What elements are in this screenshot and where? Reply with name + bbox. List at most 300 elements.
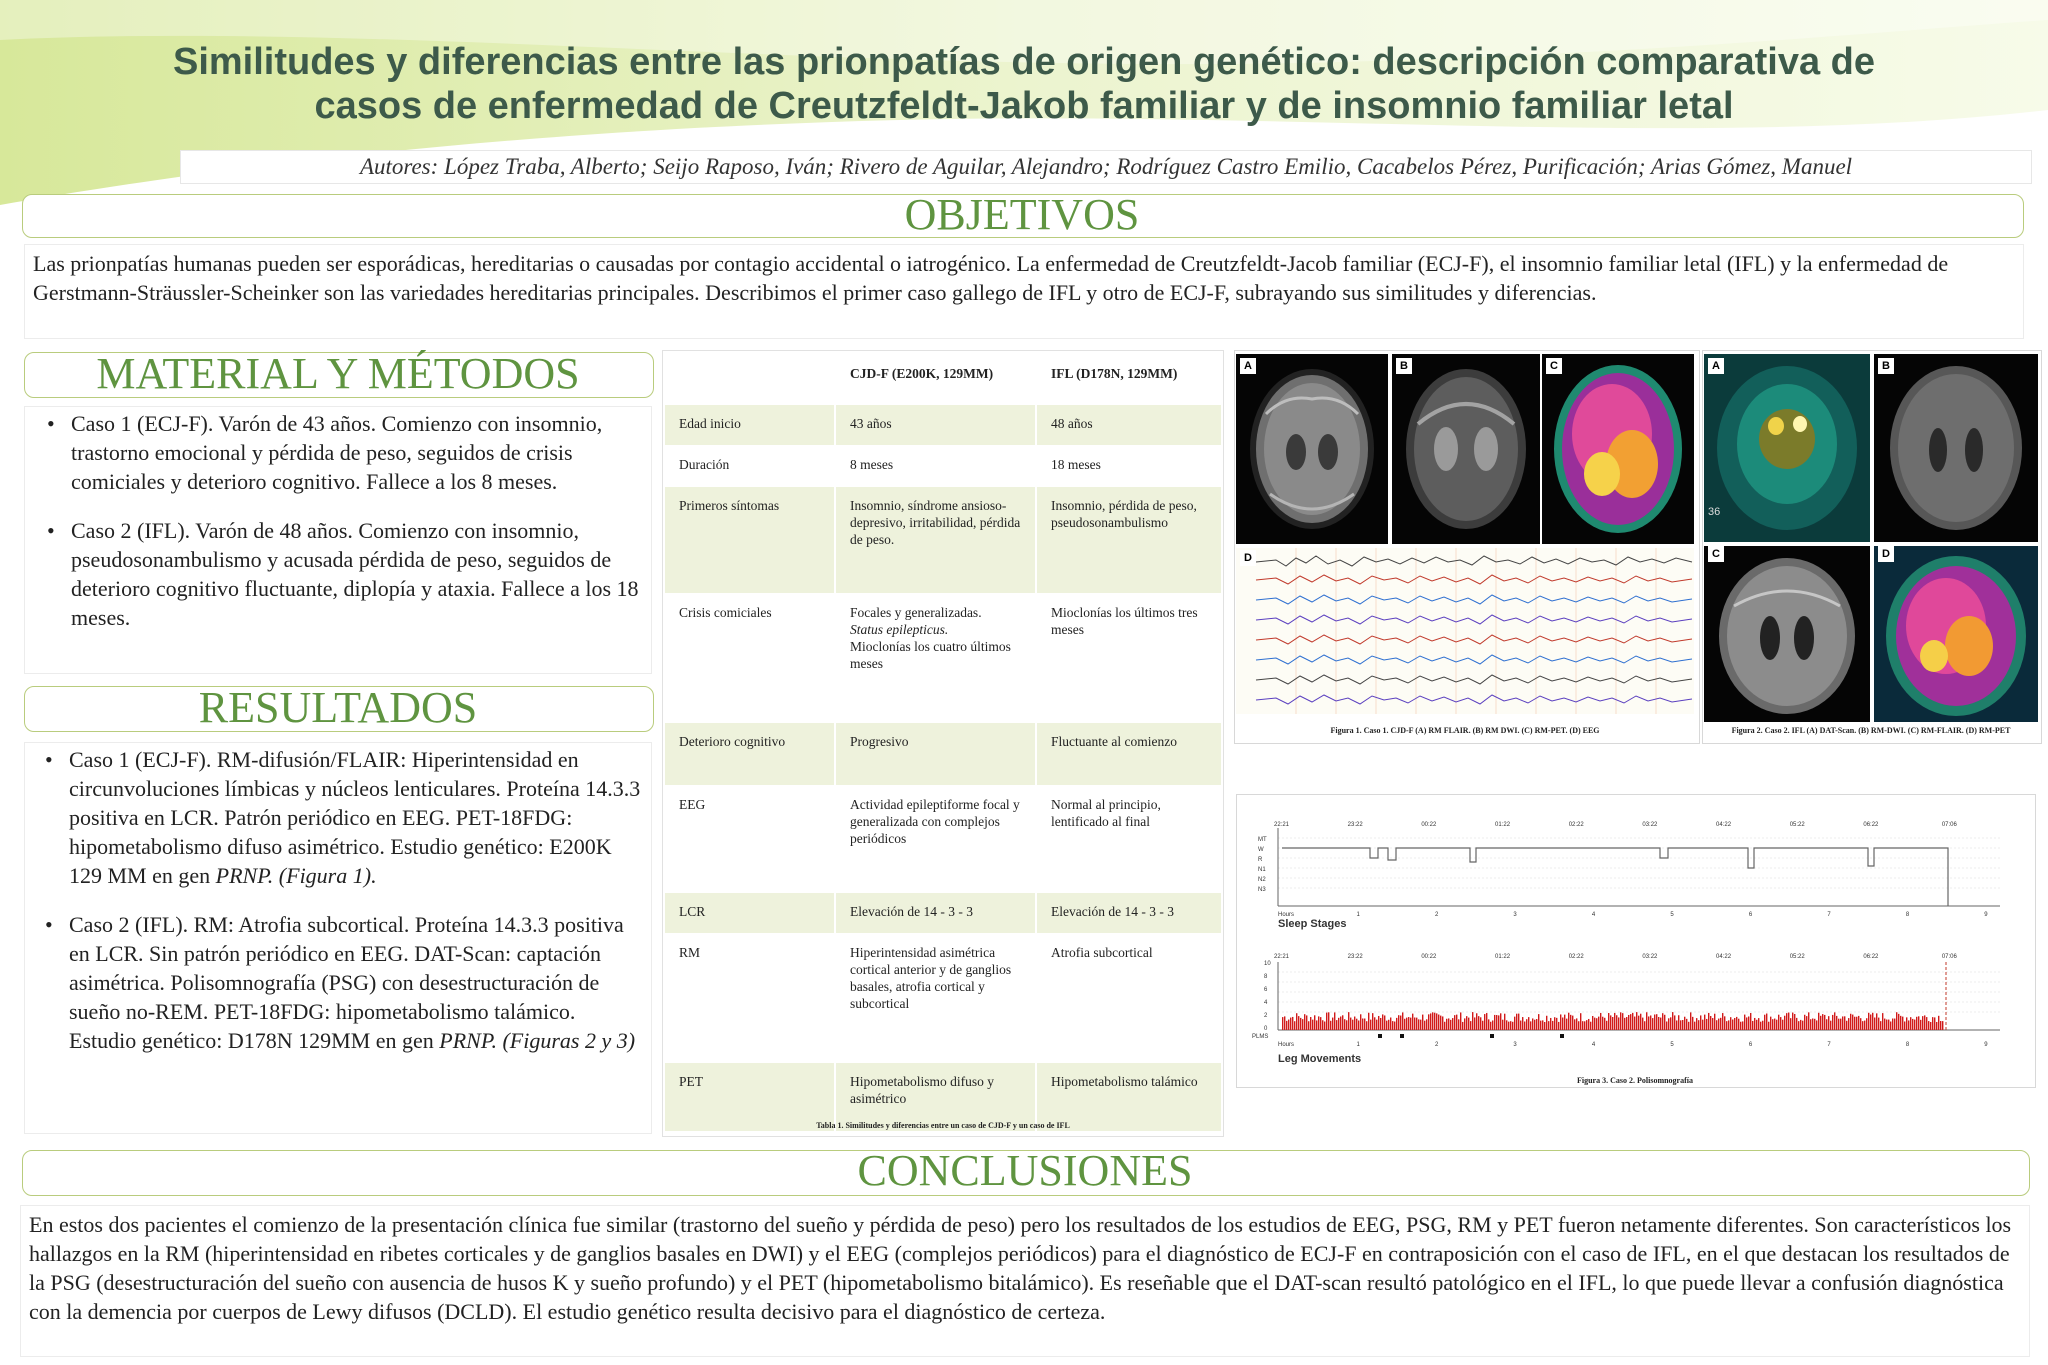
figure1-label-c: C (1546, 358, 1562, 374)
leg-movement-bar (1786, 1013, 1787, 1030)
leg-movement-bar (1294, 1021, 1295, 1030)
psg-times-bottom (1274, 954, 1958, 960)
leg-movement-bar (1598, 1017, 1599, 1030)
leg-movement-bar (1880, 1021, 1881, 1030)
leg-movement-bar (1502, 1020, 1503, 1030)
leg-movement-bar (1488, 1019, 1489, 1030)
leg-movement-bar (1562, 1017, 1563, 1030)
leg-movement-bar (1446, 1019, 1447, 1030)
leg-movement-bar (1418, 1019, 1419, 1030)
resultados-item-italic: PRNP. (Figuras 2 y 3) (439, 1028, 636, 1053)
leg-movement-bar (1840, 1019, 1841, 1030)
table-row (665, 487, 1221, 594)
leg-movement-bar (1674, 1015, 1675, 1030)
leg-movement-bar (1332, 1018, 1333, 1030)
leg-movement-bar (1828, 1016, 1829, 1030)
psg-time-label: 00:22 (1421, 822, 1437, 828)
leg-movement-bar (1564, 1015, 1565, 1030)
table-cell-italic: Status epilepticus. (850, 622, 949, 637)
leg-movement-bar (1858, 1016, 1859, 1030)
leg-movement-bar (1844, 1016, 1845, 1030)
leg-movement-bar (1410, 1018, 1411, 1030)
leg-movement-bar (1504, 1014, 1505, 1030)
leg-movement-bar (1544, 1022, 1545, 1030)
leg-movement-bar (1370, 1020, 1371, 1030)
leg-movement-bar (1750, 1013, 1751, 1030)
leg-movement-bar (1768, 1022, 1769, 1030)
psg-time-label: 22:21 (1274, 822, 1290, 828)
leg-movement-bar (1860, 1018, 1861, 1030)
leg-movement-bar (1536, 1019, 1537, 1030)
leg-movement-bar (1528, 1017, 1529, 1030)
leg-movement-bar (1450, 1020, 1451, 1030)
leg-movement-bar (1650, 1015, 1651, 1030)
leg-movement-bar (1434, 1013, 1435, 1030)
leg-movement-bar (1578, 1021, 1579, 1030)
leg-movement-bar (1542, 1020, 1543, 1030)
leg-movement-bar (1724, 1016, 1725, 1030)
leg-movement-bar (1306, 1015, 1307, 1030)
leg-movement-bar (1748, 1016, 1749, 1030)
leg-movement-bar (1308, 1021, 1309, 1030)
leg-movement-bar (1540, 1021, 1541, 1030)
leg-movement-bar (1546, 1016, 1547, 1030)
resultados-item-italic: PRNP. (Figura 1). (215, 863, 377, 888)
resultados-heading: RESULTADOS (198, 683, 478, 732)
table-cell: 8 meses (835, 446, 1036, 487)
psg-time-label: 05:22 (1789, 822, 1805, 828)
table-row (665, 723, 1221, 786)
leg-movement-bar (1478, 1016, 1479, 1030)
resultados-item-text: Caso 2 (IFL). RM: Atrofia subcortical. Proteína 14.3.3 positiva en LCR. Sin patrón periódico en EEG. DAT-Scan: captación asimétrica. Polisomnografía (PSG) con desestructuración de sueño no-REM. PET-18FDG: hipometabolismo talámico. Estudio genético: D178N 129MM en gen (69, 912, 624, 1053)
leg-movement-bar (1812, 1018, 1813, 1030)
leg-movement-bar (1374, 1017, 1375, 1030)
leg-movement-bar (1680, 1020, 1681, 1030)
leg-movement-bar (1888, 1020, 1889, 1030)
table-row (665, 446, 1221, 487)
psg-times-top (1274, 822, 1958, 828)
leg-movement-bar (1934, 1017, 1935, 1030)
table-cell: Elevación de 14 - 3 - 3 (1036, 893, 1221, 934)
leg-movement-bar (1756, 1020, 1757, 1030)
leg-movement-bar (1314, 1015, 1315, 1030)
table-row-label: Crisis comiciales (665, 594, 835, 723)
leg-movement-bar (1912, 1019, 1913, 1030)
figure2-mri-c (1704, 546, 1870, 722)
leg-movement-bar (1616, 1015, 1617, 1030)
psg-leg-ytick: 4 (1264, 1000, 1268, 1006)
leg-movement-bar (1404, 1019, 1405, 1030)
leg-movement-bar (1628, 1015, 1629, 1030)
psg-hour-label: 8 (1905, 912, 1910, 918)
leg-movement-bar (1566, 1019, 1567, 1030)
leg-movement-bar (1512, 1022, 1513, 1030)
conclusiones-heading: CONCLUSIONES (857, 1146, 1193, 1195)
figure2-mri-b (1874, 354, 2038, 542)
psg-hour-label: 3 (1513, 1042, 1517, 1048)
leg-movement-bar (1482, 1021, 1483, 1030)
leg-movement-bar (1894, 1019, 1895, 1030)
leg-movement-bar (1666, 1021, 1667, 1030)
leg-movement-bar (1422, 1015, 1423, 1030)
leg-movements-title: Leg Movements (1278, 1053, 1362, 1065)
leg-movement-bar (1414, 1017, 1415, 1030)
leg-movement-bar (1770, 1017, 1771, 1030)
leg-movement-bar (1576, 1018, 1577, 1030)
leg-movement-bar (1788, 1013, 1789, 1030)
leg-movement-bar (1538, 1014, 1539, 1030)
leg-movement-bar (1328, 1012, 1329, 1030)
leg-movement-bar (1850, 1014, 1851, 1030)
leg-movement-bar (1472, 1012, 1473, 1030)
leg-movement-bar (1360, 1014, 1361, 1030)
leg-movement-bar (1630, 1014, 1631, 1030)
leg-movement-bar (1872, 1013, 1873, 1030)
figure1-label-d: D (1240, 550, 1256, 566)
psg-hour-label: 4 (1591, 912, 1596, 918)
leg-movement-bar (1908, 1020, 1909, 1030)
leg-movement-bar (1400, 1016, 1401, 1030)
figure2-label-a: A (1708, 358, 1724, 374)
psg-hour-label: 6 (1748, 912, 1753, 918)
leg-movement-bar (1930, 1022, 1931, 1030)
leg-movement-bar (1290, 1018, 1291, 1030)
leg-movement-bar (1926, 1017, 1927, 1030)
leg-movement-bar (1292, 1017, 1293, 1030)
leg-movement-bar (1454, 1015, 1455, 1030)
leg-movement-bar (1720, 1018, 1721, 1030)
leg-movement-bar (1386, 1021, 1387, 1030)
leg-movement-bar (1336, 1020, 1337, 1030)
psg-hour-label: 7 (1827, 1042, 1831, 1048)
leg-movement-bar (1382, 1014, 1383, 1030)
leg-movement-bar (1712, 1018, 1713, 1030)
leg-movement-bar (1406, 1018, 1407, 1030)
sleep-stages-title: Sleep Stages (1278, 918, 1347, 930)
objetivos-text: Las prionpatías humanas pueden ser esporádicas, hereditarias o causadas por contagio accidental o iatrogénico. La enfermedad de Creutzfeldt-Jacob familiar (ECJ-F), el insomnio familiar letal (IFL) y la enfermedad de Gerstmann-Sträussler-Scheinker son las variedades hereditarias principales. Describimos el primer caso gallego de IFL y otro de ECJ-F, subrayando sus similitudes y diferencias. (24, 244, 2024, 339)
leg-movement-bar (1918, 1016, 1919, 1030)
figure2-label-c: C (1708, 546, 1724, 562)
leg-movement-bar (1704, 1015, 1705, 1030)
leg-movement-bar (1362, 1018, 1363, 1030)
leg-movement-bar (1738, 1019, 1739, 1030)
figure2-label-b: B (1878, 358, 1894, 374)
leg-movement-bar (1936, 1022, 1937, 1030)
leg-movement-bar (1684, 1017, 1685, 1030)
psg-hour-label: 5 (1670, 912, 1674, 918)
leg-movement-bar (1460, 1012, 1461, 1030)
leg-movement-bar (1520, 1021, 1521, 1030)
resultados-item (37, 745, 645, 890)
leg-movement-bar (1688, 1022, 1689, 1030)
leg-movement-bar (1304, 1014, 1305, 1030)
psg-hour-label: 2 (1434, 1042, 1439, 1048)
leg-movement-bar (1698, 1020, 1699, 1030)
leg-movement-bar (1668, 1018, 1669, 1030)
leg-movement-bar (1848, 1018, 1849, 1030)
leg-movement-bar (1354, 1017, 1355, 1030)
leg-movement-bar (1390, 1017, 1391, 1030)
plms-label: PLMS (1252, 1034, 1269, 1040)
leg-movement-bar (1744, 1015, 1745, 1030)
psg-leg-ytick: 8 (1264, 974, 1268, 980)
table-cell: Hipometabolismo talámico (1036, 1063, 1221, 1132)
leg-movement-bar (1378, 1016, 1379, 1030)
table-cell: Fluctuante al comienzo (1036, 723, 1221, 786)
leg-movement-bar (1874, 1018, 1875, 1030)
leg-movement-bar (1600, 1013, 1601, 1030)
leg-movement-bar (1842, 1016, 1843, 1030)
leg-movement-bar (1322, 1020, 1323, 1030)
psg-stage-label: W (1258, 847, 1264, 853)
material-text (24, 406, 652, 674)
leg-movement-bar (1452, 1018, 1453, 1030)
leg-movement-bar (1592, 1016, 1593, 1030)
leg-movement-bar (1356, 1019, 1357, 1030)
leg-movement-bar (1556, 1018, 1557, 1030)
leg-movement-bar (1586, 1020, 1587, 1030)
leg-movement-bar (1500, 1013, 1501, 1030)
leg-movement-bar (1366, 1021, 1367, 1030)
leg-movement-bar (1310, 1017, 1311, 1030)
leg-movement-bar (1672, 1012, 1673, 1030)
leg-movement-bar (1298, 1016, 1299, 1030)
title-line-2: casos de enfermedad de Creutzfeldt-Jakob familiar y de insomnio familiar letal (314, 85, 1734, 127)
psg-leg-ytick: 10 (1264, 961, 1271, 967)
psg-time-label: 00:22 (1421, 954, 1437, 960)
figure1-label-a: A (1240, 358, 1256, 374)
leg-movement-bar (1296, 1013, 1297, 1030)
figure3-psg-chart (1240, 820, 2030, 1070)
leg-movement-bar (1514, 1017, 1515, 1030)
table-cell: Atrofia subcortical (1036, 934, 1221, 1063)
table-cell: Insomnio, síndrome ansioso-depresivo, irritabilidad, pérdida de peso. (835, 487, 1036, 594)
leg-movement-bar (1620, 1012, 1621, 1030)
leg-movement-bar (1706, 1019, 1707, 1030)
table-row-label: LCR (665, 893, 835, 934)
leg-movement-bar (1476, 1013, 1477, 1030)
table-row-label: Duración (665, 446, 835, 487)
leg-movement-bar (1900, 1016, 1901, 1030)
table-row-label: Primeros síntomas (665, 487, 835, 594)
table-cell: 18 meses (1036, 446, 1221, 487)
leg-movement-bar (1618, 1017, 1619, 1030)
leg-movement-bar (1902, 1017, 1903, 1030)
leg-movement-bar (1808, 1012, 1809, 1030)
leg-movement-bar (1692, 1017, 1693, 1030)
leg-movement-bar (1694, 1022, 1695, 1030)
leg-movement-bar (1898, 1014, 1899, 1030)
leg-movement-bar (1762, 1021, 1763, 1030)
leg-movement-bar (1320, 1017, 1321, 1030)
leg-movement-bar (1394, 1022, 1395, 1030)
leg-movement-bar (1596, 1018, 1597, 1030)
leg-movement-bar (1412, 1014, 1413, 1030)
psg-stage-label: N2 (1258, 877, 1266, 883)
figure2-slice-number: 36 (1708, 506, 1721, 518)
leg-movement-bar (1380, 1018, 1381, 1030)
leg-movement-bar (1636, 1012, 1637, 1030)
leg-movement-bar (1890, 1021, 1891, 1030)
figure1-eeg-d (1236, 548, 1694, 714)
table-cell: Normal al principio, lentificado al final (1036, 786, 1221, 893)
leg-movement-bar (1358, 1020, 1359, 1030)
leg-movement-bar (1614, 1013, 1615, 1030)
psg-time-label: 03:22 (1642, 954, 1658, 960)
leg-movement-bar (1324, 1021, 1325, 1030)
material-item: • Caso 1 (ECJ-F). Varón de 43 años. Comienzo con insomnio, trastorno emocional y pérdida de peso, seguidos de crisis comiciales y deterioro cognitivo. Fallece a los 8 meses. (39, 409, 645, 496)
leg-movement-bar (1794, 1014, 1795, 1030)
figure2-datscan-a (1704, 354, 1870, 542)
leg-movement-bar (1348, 1012, 1349, 1030)
leg-movement-bar (1742, 1021, 1743, 1030)
leg-movement-bar (1722, 1013, 1723, 1030)
leg-movement-bar (1800, 1020, 1801, 1030)
authors: Autores: López Traba, Alberto; Seijo Raposo, Iván; Rivero de Aguilar, Alejandro; Rodríguez Castro Emilio, Cacabelos Pérez, Purificación; Arias Gómez, Manuel (180, 150, 2032, 184)
leg-movement-bar (1508, 1022, 1509, 1030)
leg-movement-bar (1764, 1015, 1765, 1030)
leg-movement-bar (1728, 1020, 1729, 1030)
psg-time-label: 23:22 (1347, 822, 1363, 828)
leg-movement-bar (1642, 1018, 1643, 1030)
title-line-1: Similitudes y diferencias entre las prionpatías de origen genético: descripción comparativa de (172, 41, 1876, 83)
leg-movement-bar (1648, 1016, 1649, 1030)
leg-movement-bar (1806, 1016, 1807, 1030)
leg-movement-bar (1498, 1015, 1499, 1030)
leg-movement-bar (1782, 1020, 1783, 1030)
leg-movement-bar (1518, 1014, 1519, 1030)
leg-movement-bar (1882, 1013, 1883, 1030)
leg-movement-bar (1524, 1021, 1525, 1030)
psg-time-label: 02:22 (1568, 822, 1584, 828)
leg-movement-bar (1940, 1021, 1941, 1030)
leg-movement-bar (1548, 1021, 1549, 1030)
leg-movement-bar (1796, 1018, 1797, 1030)
leg-movement-bar (1690, 1012, 1691, 1030)
figure2-label-d: D (1878, 546, 1894, 562)
leg-movement-bar (1432, 1012, 1433, 1030)
leg-movement-bar (1442, 1016, 1443, 1030)
table-row (665, 934, 1221, 1063)
leg-movement-bar (1884, 1019, 1885, 1030)
psg-time-label: 06:22 (1863, 822, 1879, 828)
leg-movement-bar (1914, 1020, 1915, 1030)
table-cell: Mioclonías los últimos tres meses (1036, 594, 1221, 723)
leg-movement-bar (1604, 1018, 1605, 1030)
leg-movement-bar (1780, 1017, 1781, 1030)
leg-movement-bar (1448, 1018, 1449, 1030)
leg-movement-bar (1440, 1016, 1441, 1030)
table-row (665, 405, 1221, 446)
leg-movement-bar (1746, 1017, 1747, 1030)
psg-time-label: 22:21 (1274, 954, 1290, 960)
leg-movement-bar (1574, 1019, 1575, 1030)
leg-movement-bar (1398, 1015, 1399, 1030)
leg-movement-bar (1928, 1021, 1929, 1030)
table-cell: Elevación de 14 - 3 - 3 (835, 893, 1036, 934)
leg-movement-bar (1510, 1021, 1511, 1030)
leg-movement-bar (1878, 1018, 1879, 1030)
leg-movement-bar (1560, 1014, 1561, 1030)
psg-time-label: 02:22 (1568, 954, 1584, 960)
leg-movement-bar (1608, 1013, 1609, 1030)
leg-movement-bar (1824, 1015, 1825, 1030)
leg-movement-bar (1288, 1020, 1289, 1030)
leg-movement-bar (1876, 1013, 1877, 1030)
leg-movement-bar (1330, 1021, 1331, 1030)
psg-hour-label: 9 (1984, 912, 1988, 918)
psg-stage-label: MT (1258, 837, 1267, 843)
leg-movement-bar (1594, 1018, 1595, 1030)
leg-movement-bar (1584, 1021, 1585, 1030)
leg-movement-bar (1740, 1022, 1741, 1030)
leg-movement-bar (1426, 1019, 1427, 1030)
leg-movement-bar (1334, 1012, 1335, 1030)
leg-movement-bar (1484, 1014, 1485, 1030)
leg-movement-bar (1396, 1018, 1397, 1030)
psg-time-label: 01:22 (1495, 822, 1511, 828)
leg-movement-bar (1416, 1018, 1417, 1030)
psg-hour-label: 2 (1434, 912, 1439, 918)
psg-hour-label: 6 (1748, 1042, 1753, 1048)
psg-hour-label: 3 (1513, 912, 1517, 918)
leg-movement-bar (1458, 1019, 1459, 1030)
leg-movement-bar (1568, 1013, 1569, 1030)
psg-stage-label: N3 (1258, 887, 1266, 893)
leg-movement-bar (1632, 1013, 1633, 1030)
leg-movement-bar (1702, 1020, 1703, 1030)
leg-movement-bar (1342, 1015, 1343, 1030)
figure2-caption: Figura 2. Caso 2. IFL (A) DAT-Scan. (B) RM-DWI. (C) RM-FLAIR. (D) RM-PET (1731, 726, 2011, 735)
leg-movement-bar (1530, 1021, 1531, 1030)
leg-movement-bar (1832, 1015, 1833, 1030)
leg-movement-bar (1486, 1013, 1487, 1030)
psg-time-label: 23:22 (1347, 954, 1363, 960)
leg-movement-bar (1732, 1019, 1733, 1030)
leg-movement-bar (1904, 1021, 1905, 1030)
leg-movement-bar (1300, 1018, 1301, 1030)
leg-movement-bar (1810, 1019, 1811, 1030)
table-cell (835, 594, 1036, 723)
leg-movement-bar (1340, 1016, 1341, 1030)
leg-movement-bar (1760, 1022, 1761, 1030)
psg-time-label: 07:06 (1941, 954, 1957, 960)
leg-movement-bar (1774, 1019, 1775, 1030)
leg-movement-bar (1376, 1020, 1377, 1030)
leg-movement-bar (1352, 1020, 1353, 1030)
leg-movement-bar (1922, 1016, 1923, 1030)
leg-movement-bar (1384, 1015, 1385, 1030)
psg-stage-label: N1 (1258, 867, 1266, 873)
resultados-item (37, 910, 645, 1055)
leg-movement-bar (1676, 1020, 1677, 1030)
figure1-pet-c (1542, 354, 1694, 544)
leg-movement-bar (1652, 1018, 1653, 1030)
leg-movement-bar (1772, 1019, 1773, 1030)
leg-movement-bar (1758, 1018, 1759, 1030)
leg-movement-bar (1346, 1020, 1347, 1030)
leg-movement-bar (1678, 1015, 1679, 1030)
leg-movement-bar (1924, 1015, 1925, 1030)
leg-movement-bar (1622, 1013, 1623, 1030)
leg-movement-bar (1670, 1017, 1671, 1030)
leg-movement-bar (1682, 1020, 1683, 1030)
psg-hour-label: 1 (1356, 1042, 1360, 1048)
psg-hour-label: Hours (1278, 912, 1295, 918)
psg-stage-label: R (1258, 857, 1263, 863)
leg-movement-bar (1344, 1019, 1345, 1030)
leg-movement-bar (1718, 1019, 1719, 1030)
